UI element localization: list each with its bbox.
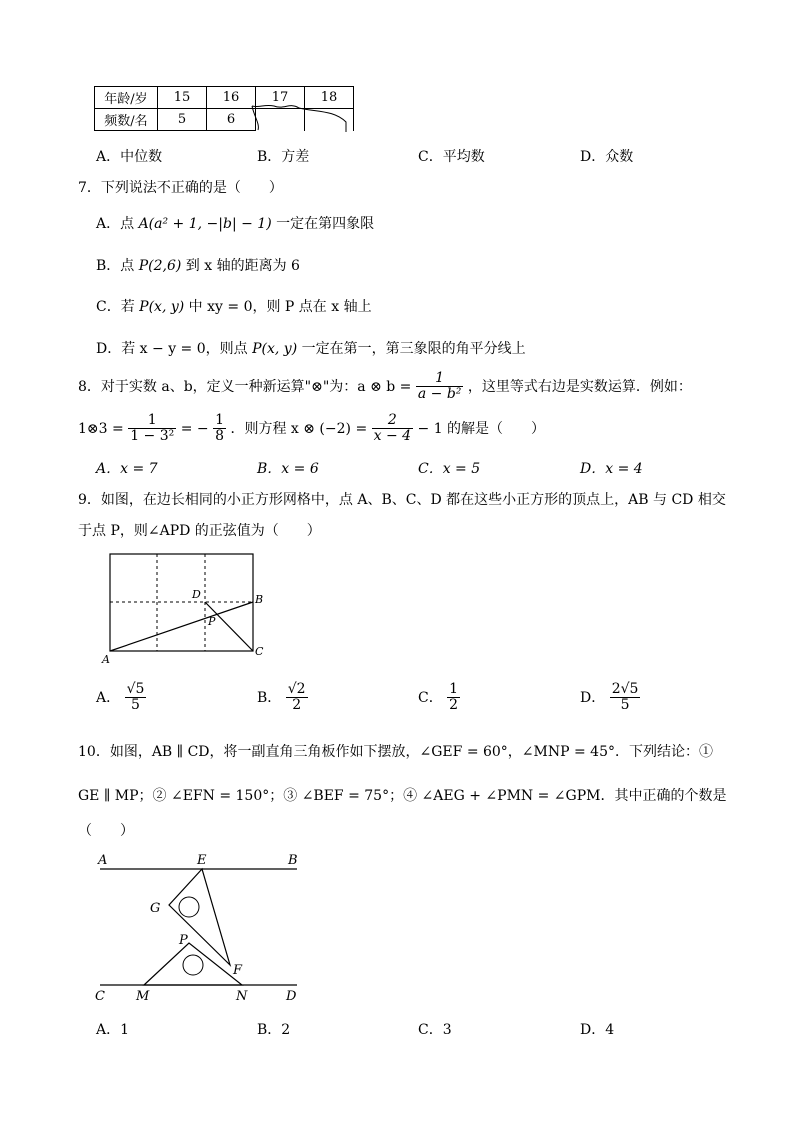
q10-option-c[interactable]: C．3 — [418, 1022, 452, 1038]
option-letter: C． — [418, 689, 443, 706]
stem-text: = − — [180, 420, 209, 437]
option-text: D．若 x − y = 0，则点 — [96, 341, 253, 357]
math-expr: P(2,6) — [138, 258, 182, 274]
math-expr: A(a² + 1, −|b| − 1) — [138, 216, 272, 232]
q6-option-c[interactable]: C．平均数 — [418, 149, 485, 165]
fraction-denominator: 8 — [215, 428, 224, 445]
q10-stem-line2: GE ∥ MP；② ∠EFN = 150°；③ ∠BEF = 75°；④ ∠AEG + ∠PMN = ∠GPM．其中正确的个数是 — [78, 788, 727, 804]
q8-stem — [78, 371, 692, 403]
q10-option-d[interactable]: D．4 — [580, 1022, 615, 1038]
label-p: P — [179, 933, 188, 948]
label-n: N — [236, 989, 248, 1004]
q9-option-c[interactable] — [418, 682, 460, 714]
option-text: B．点 — [96, 258, 139, 274]
label-a: A — [102, 653, 110, 666]
q10-option-b[interactable]: B．2 — [257, 1022, 291, 1038]
fraction — [125, 682, 147, 714]
table-cell: 16 — [207, 87, 256, 109]
q9-option-a[interactable] — [96, 682, 146, 714]
fraction-denominator: 5 — [620, 697, 630, 714]
fraction-denominator: a − b² — [417, 386, 462, 403]
q7-option-a[interactable] — [96, 213, 374, 233]
label-p: P — [208, 615, 216, 628]
fraction-numerator: √5 — [126, 681, 145, 697]
table-cell: 5 — [158, 109, 207, 131]
fraction — [610, 682, 641, 714]
q8-option-d[interactable]: D．x = 4 — [580, 461, 643, 477]
fraction-denominator: 2 — [292, 697, 302, 714]
option-text: 中 xy = 0，则 P 点在 x 轴上 — [184, 299, 372, 315]
q9-option-d[interactable] — [580, 682, 640, 714]
fraction — [213, 413, 226, 445]
q6-option-a[interactable]: A．中位数 — [96, 149, 163, 165]
stem-text: ．则方程 x ⊗ (−2) = — [230, 420, 372, 437]
option-text: A．点 — [96, 216, 139, 232]
math-expr: P(x, y) — [139, 299, 185, 315]
q9-option-b[interactable] — [257, 682, 308, 714]
fraction-denominator: 2 — [449, 697, 459, 714]
label-c: C — [255, 645, 264, 658]
option-text: 一定在第四象限 — [271, 216, 375, 232]
q8-option-a[interactable]: A．x = 7 — [96, 461, 158, 477]
stem-text: − 1 的解是（ ） — [417, 420, 546, 437]
q10-triangle-figure — [92, 848, 312, 1008]
q9-stem-line1: 9．如图，在边长相同的小正方形网格中，点 A、B、C、D 都在这些小正方形的顶点上，AB 与 CD 相交 — [78, 492, 726, 508]
label-g: G — [150, 901, 161, 916]
option-letter: B． — [257, 689, 282, 706]
q10-stem-line1: 10．如图，AB ∥ CD，将一副直角三角板作如下摆放，∠GEF = 60°，∠MNP = 45°．下列结论：① — [78, 744, 713, 760]
label-d: D — [286, 989, 297, 1004]
q8-option-c[interactable]: C．x = 5 — [418, 461, 481, 477]
label-m: M — [136, 989, 150, 1004]
table-cell: 15 — [158, 87, 207, 109]
q7-option-c[interactable] — [96, 296, 372, 316]
q7-option-d[interactable] — [96, 338, 526, 358]
table-cell: 18 — [305, 87, 354, 109]
stem-text: ，这里等式右边是实数运算．例如： — [467, 378, 692, 395]
fraction-denominator: 5 — [131, 697, 140, 714]
fraction-denominator: x − 4 — [373, 428, 412, 445]
q6-option-b[interactable]: B．方差 — [257, 149, 310, 165]
table-cell: 频数/名 — [95, 109, 158, 131]
option-letter: A． — [96, 689, 121, 706]
label-c: C — [95, 989, 105, 1004]
label-b: B — [288, 853, 298, 868]
math-expr: P(x, y) — [252, 341, 298, 357]
label-f: F — [233, 963, 243, 978]
fraction-numerator: 2√5 — [611, 681, 639, 697]
label-b: B — [255, 593, 264, 606]
fraction — [372, 413, 413, 445]
option-text: 到 x 轴的距离为 6 — [181, 258, 300, 274]
q7-option-b[interactable] — [96, 255, 300, 275]
option-text: 一定在第一，第三象限的角平分线上 — [297, 341, 526, 357]
table-cell: 17 — [256, 87, 305, 109]
fraction-numerator: 1 — [215, 412, 224, 428]
fraction-numerator: 1 — [128, 413, 176, 429]
option-text: C．若 — [96, 299, 140, 315]
label-d: D — [192, 588, 201, 601]
fraction-denominator: 1 − 3² — [130, 428, 175, 445]
fraction — [447, 682, 460, 714]
stem-text: 1⊗3 = — [78, 420, 129, 437]
fraction-numerator: √2 — [287, 681, 306, 697]
q7-stem: 7．下列说法不正确的是（ ） — [78, 180, 283, 196]
fraction-numerator: 1 — [449, 681, 459, 697]
fraction — [286, 682, 308, 714]
q6-option-d[interactable]: D．众数 — [580, 149, 634, 165]
stem-text: 8．对于实数 a、b，定义一种新运算"⊗"为：a ⊗ b = — [78, 378, 416, 395]
q10-option-a[interactable]: A．1 — [96, 1022, 130, 1038]
label-a: A — [98, 853, 108, 868]
label-e: E — [197, 853, 207, 868]
table-cell: 年龄/岁 — [95, 87, 158, 109]
table-cell: 6 — [207, 109, 256, 131]
q10-stem-line3: （ ） — [78, 823, 134, 839]
q8-example — [78, 413, 545, 445]
option-letter: D． — [580, 689, 606, 706]
q9-stem-line2: 于点 P，则∠APD 的正弦值为（ ） — [78, 523, 321, 539]
torn-edge-graphic — [94, 86, 354, 136]
fraction — [416, 371, 464, 403]
fraction-numerator: 2 — [372, 413, 413, 429]
q8-option-b[interactable]: B．x = 6 — [257, 461, 319, 477]
fraction-numerator: 1 — [416, 371, 464, 387]
q9-grid-figure — [100, 548, 280, 668]
fraction — [128, 413, 176, 445]
